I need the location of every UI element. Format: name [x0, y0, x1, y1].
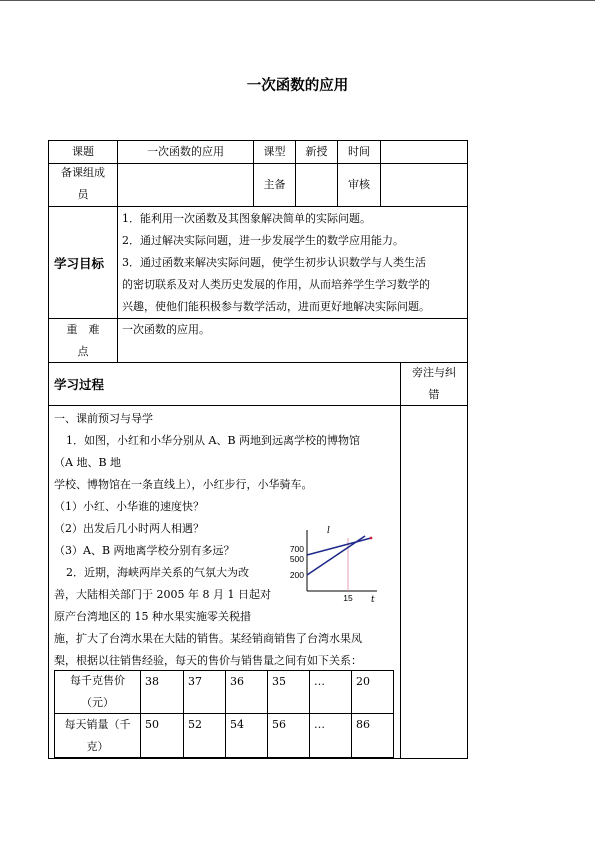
problem1-line1: 1．如图，小红和小华分别从 A、B 两地到远离学校的博物馆	[66, 434, 361, 447]
problem1-line2: （A 地、B 地	[54, 456, 122, 469]
sales-row-label	[55, 714, 140, 757]
x-tick-15: 15	[343, 593, 353, 603]
y-tick-500: 500	[289, 554, 304, 564]
section-heading: 一、课前预习与导学	[54, 412, 153, 425]
y-tick-200: 200	[289, 570, 304, 580]
topic-value: 一次函数的应用	[147, 145, 224, 158]
price-row-label-line1: 每千克售价	[70, 674, 125, 687]
series-line-b	[307, 536, 365, 575]
key-point-label	[49, 319, 117, 362]
problem2-line1: 2．近期，海峡两岸关系的气氛大为改	[66, 566, 249, 579]
price-cell: 36	[230, 675, 244, 688]
question-3: （3）A、B 两地离学校分别有多远？	[54, 544, 235, 557]
sales-row-label-line1: 每天销量（千	[64, 717, 131, 731]
price-cell: …	[314, 675, 325, 688]
members-label	[49, 162, 117, 206]
key-point-label-line1: 重 难	[66, 322, 100, 336]
problem2-line3: 原产台湾地区的 15 种水果实施零关税措	[54, 610, 251, 623]
objective-line-3: 3．通过函数来解决实际问题，使学生初步认识数学与人类生活	[122, 256, 426, 269]
price-cell: 37	[188, 675, 202, 688]
members-label-line1: 备课组成	[61, 166, 105, 179]
distance-time-graph	[285, 525, 395, 610]
price-cell: 38	[145, 675, 159, 688]
objective-line-1: 1．能利用一次函数及其图象解决简单的实际问题。	[122, 212, 371, 225]
question-2: （2）出发后几小时两人相遇？	[54, 522, 204, 535]
sales-cell: 52	[188, 718, 202, 731]
members-label-line2: 员	[77, 188, 89, 201]
sales-cell: 86	[356, 718, 370, 731]
price-cell: 20	[356, 675, 370, 688]
key-point-value: 一次函数的应用。	[122, 323, 210, 336]
problem2-line2: 善，大陆相关部门于 2005 年 8 月 1 日起对	[54, 588, 271, 601]
process-label: 学习过程	[54, 377, 105, 392]
time-label: 时间	[348, 145, 370, 158]
notes-label-line2: 错	[428, 388, 440, 401]
sales-row-label-line2: 克）	[86, 739, 109, 753]
notes-label	[401, 363, 467, 405]
y-tick-700: 700	[289, 544, 304, 554]
document-title: 一次函数的应用	[246, 78, 349, 94]
page-top-rule	[0, 0, 595, 1]
topic-label: 课题	[72, 145, 94, 158]
lesson-type-label: 课型	[263, 145, 286, 158]
objective-line-4: 的密切联系及对人类历史发展的作用，从而培养学生学习数学的	[122, 278, 430, 291]
key-point-label-line2: 点	[77, 344, 89, 358]
objectives-label: 学习目标	[54, 256, 105, 271]
price-cell: 35	[272, 675, 286, 688]
price-row-label-line2: （元）	[81, 696, 114, 709]
endpoint-marker	[370, 537, 373, 540]
problem1-line3: 学校、博物馆在一条直线上），小红步行，小华骑车。	[54, 478, 313, 491]
x-axis-label: t	[371, 595, 375, 605]
sales-cell: 56	[272, 718, 286, 731]
y-axis-label: l	[327, 526, 330, 536]
sales-cell: …	[314, 718, 325, 731]
notes-label-line1: 旁注与纠	[412, 366, 456, 379]
time-value	[381, 141, 467, 163]
reviewer-label: 审核	[348, 178, 370, 191]
lesson-type-value: 新授	[305, 145, 328, 158]
objective-line-5: 兴趣，使他们能积极参与数学活动，进而更好地解决实际问题。	[122, 300, 430, 313]
objective-line-2: 2．通过解决实际问题，进一步发展学生的数学应用能力。	[122, 234, 404, 247]
problem2-line5: 梨，根据以往销售经验，每天的售价与销售量之间有如下关系：	[54, 654, 362, 667]
sales-cell: 50	[145, 718, 159, 731]
lead-author-label: 主备	[263, 178, 286, 191]
price-row-label	[55, 671, 140, 713]
series-line-a	[307, 538, 371, 555]
problem2-line4: 施，扩大了台湾水果在大陆的销售。某经销商销售了台湾水果凤	[54, 632, 362, 645]
question-1: （1）小红、小华谁的速度快？	[54, 500, 204, 513]
sales-cell: 54	[230, 718, 244, 731]
